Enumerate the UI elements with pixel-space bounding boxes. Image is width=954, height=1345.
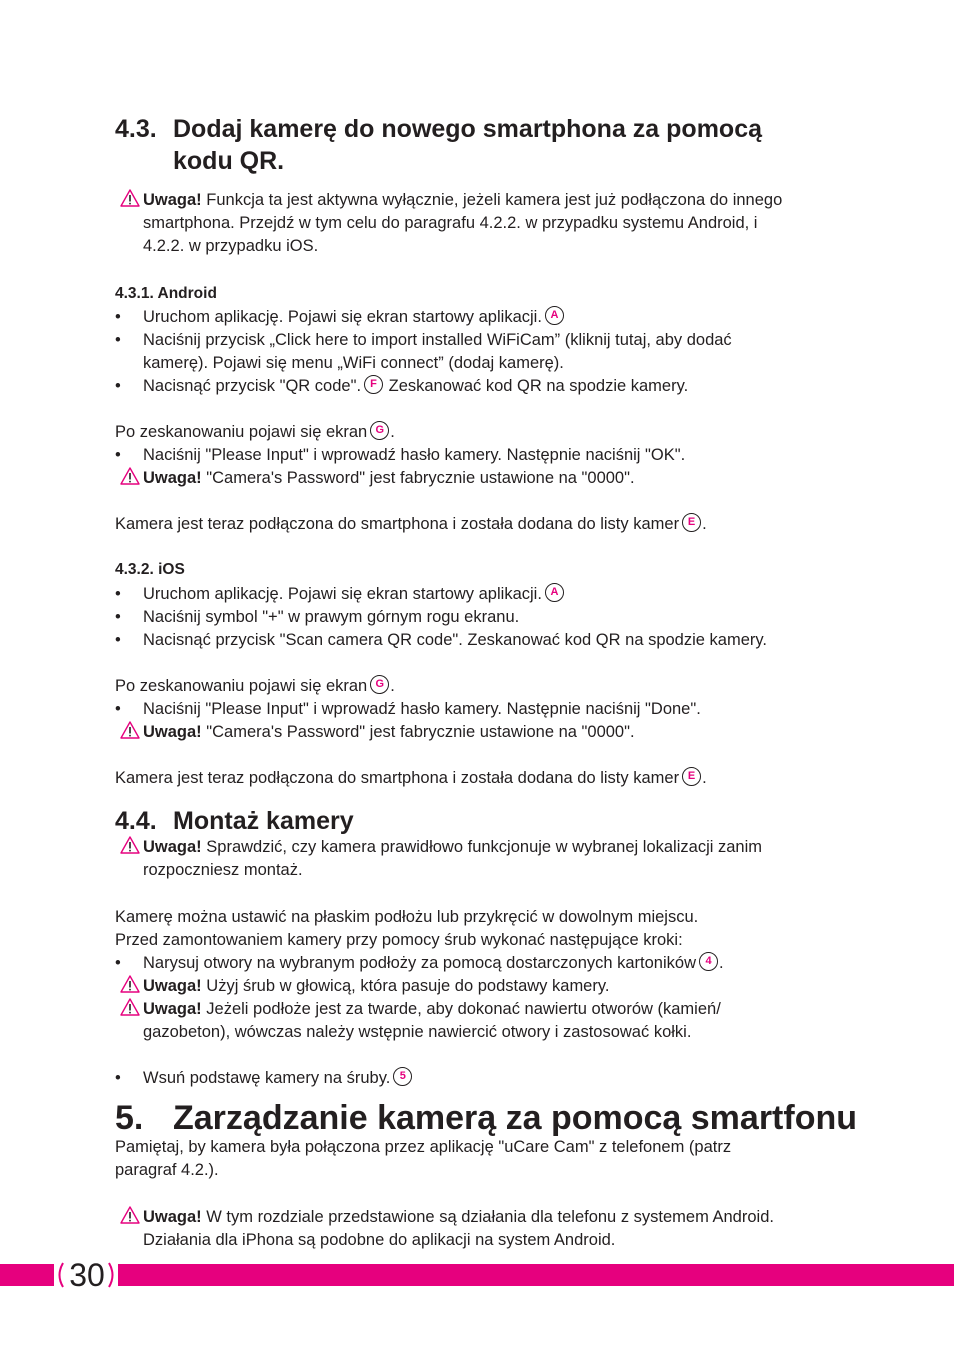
ref-badge: 5	[393, 1067, 412, 1086]
list-item: Wsuń podstawę kamery na śruby. 5	[143, 1067, 413, 1090]
ref-badge: G	[370, 675, 389, 694]
warning-icon	[120, 998, 140, 1016]
section-4-3-heading: 4.3. Dodaj kamerę do nowego smartphona za pomocą	[115, 115, 763, 143]
list-item: Naciśnij przycisk „Click here to import installed WiFiCam” (kliknij tutaj, aby dodać	[143, 331, 732, 349]
paragraph: Kamera jest teraz podłączona do smartphona i została dodana do listy kamer E .	[115, 515, 707, 533]
paragraph: Po zeskanowaniu pojawi się ekran G .	[115, 677, 395, 695]
ref-badge: E	[682, 513, 701, 532]
list-item: Nacisnąć przycisk "Scan camera QR code". Zeskanować kod QR na spodzie kamery.	[143, 631, 767, 649]
list-item: Naciśnij "Please Input" i wprowadź hasło kamery. Następnie naciśnij "Done".	[143, 700, 701, 718]
warning-text-line3: 4.2.2. w przypadku iOS.	[143, 237, 319, 255]
ref-badge: A	[545, 583, 564, 602]
list-item: Naciśnij symbol "+" w prawym górnym rogu ekranu.	[143, 608, 520, 626]
list-item: Narysuj otwory na wybranym podłoży za pomocą dostarczonych kartoników 4 .	[143, 954, 724, 972]
section-5-heading: 5. Zarządzanie kamerą za pomocą smartfonu	[115, 1099, 858, 1137]
warning-text-line2: gazobeton), wówczas należy wstępnie nawiercić otwory i zastosować kołki.	[143, 1023, 692, 1041]
section-4-3-heading-line2: kodu QR.	[173, 147, 285, 175]
warning-text: Uwaga! "Camera's Password" jest fabrycznie ustawione na "0000".	[143, 723, 635, 741]
section-4-4-heading: 4.4. Montaż kamery	[115, 807, 354, 835]
warning-text: Uwaga! W tym rozdziale przedstawione są działania dla telefonu z systemem Android.	[143, 1208, 774, 1226]
list-item: Uruchom aplikację. Pojawi się ekran startowy aplikacji. A	[143, 306, 565, 329]
ref-badge: G	[370, 421, 389, 440]
warning-text-line2: Działania dla iPhona są podobne do aplikacji na system Android.	[143, 1231, 616, 1249]
bullet-dot: •	[115, 308, 121, 326]
left-bracket-icon	[54, 1262, 64, 1288]
warning-icon	[120, 1206, 140, 1224]
warning-text: Uwaga! Jeżeli podłoże jest za twarde, aby dokonać nawiertu otworów (kamień/	[143, 1000, 721, 1018]
footer-bar-right	[118, 1264, 954, 1286]
paragraph: Po zeskanowaniu pojawi się ekran G .	[115, 423, 395, 441]
ref-badge: F	[364, 375, 383, 394]
list-item: Nacisnąć przycisk "QR code". F Zeskanować kod QR na spodzie kamery.	[143, 377, 689, 395]
warning-text: Uwaga! Funkcja ta jest aktywna wyłącznie, jeżeli kamera jest już podłączona do innego	[143, 191, 783, 209]
page-number: 30	[62, 1256, 112, 1294]
paragraph: Kamerę można ustawić na płaskim podłożu lub przykręcić w dowolnym miejscu.	[115, 908, 699, 926]
list-item-line2: kamerę). Pojawi się menu „WiFi connect” (dodaj kamerę).	[143, 354, 564, 372]
paragraph: Przed zamontowaniem kamery przy pomocy śrub wykonać następujące kroki:	[115, 931, 683, 949]
list-item: Naciśnij "Please Input" i wprowadź hasło kamery. Następnie naciśnij "OK".	[143, 446, 686, 464]
warning-icon	[120, 467, 140, 485]
warning-text: Uwaga! "Camera's Password" jest fabrycznie ustawione na "0000".	[143, 469, 635, 487]
warning-icon	[120, 189, 140, 207]
right-bracket-icon	[108, 1262, 118, 1288]
bullet-dot: •	[115, 331, 121, 349]
bullet-dot: •	[115, 1069, 121, 1087]
bullet-dot: •	[115, 700, 121, 718]
ios-heading: 4.3.2. iOS	[115, 561, 185, 578]
ref-badge: E	[682, 767, 701, 786]
bullet-dot: •	[115, 608, 121, 626]
bullet-dot: •	[115, 585, 121, 603]
paragraph: Kamera jest teraz podłączona do smartphona i została dodana do listy kamer E .	[115, 769, 707, 787]
bullet-dot: •	[115, 954, 121, 972]
paragraph: Pamiętaj, by kamera była połączona przez aplikację "uCare Cam" z telefonem (patrz	[115, 1138, 732, 1156]
warning-text: Uwaga! Użyj śrub w głowicą, która pasuje do podstawy kamery.	[143, 977, 610, 995]
warning-text-line2: rozpoczniesz montaż.	[143, 861, 303, 879]
warning-text: Uwaga! Sprawdzić, czy kamera prawidłowo funkcjonuje w wybranej lokalizacji zanim	[143, 838, 762, 856]
list-item: Uruchom aplikację. Pojawi się ekran startowy aplikacji. A	[143, 583, 565, 606]
bullet-dot: •	[115, 377, 121, 395]
warning-icon	[120, 836, 140, 854]
bullet-dot: •	[115, 446, 121, 464]
warning-text-line2: smartphona. Przejdź w tym celu do paragrafu 4.2.2. w przypadku systemu Android, i	[143, 214, 758, 232]
paragraph: paragraf 4.2.).	[115, 1161, 219, 1179]
bullet-dot: •	[115, 631, 121, 649]
android-heading: 4.3.1. Android	[115, 285, 217, 302]
warning-icon	[120, 721, 140, 739]
warning-icon	[120, 975, 140, 993]
ref-badge: A	[545, 306, 564, 325]
ref-badge: 4	[699, 952, 718, 971]
footer-bar-left	[0, 1264, 54, 1286]
